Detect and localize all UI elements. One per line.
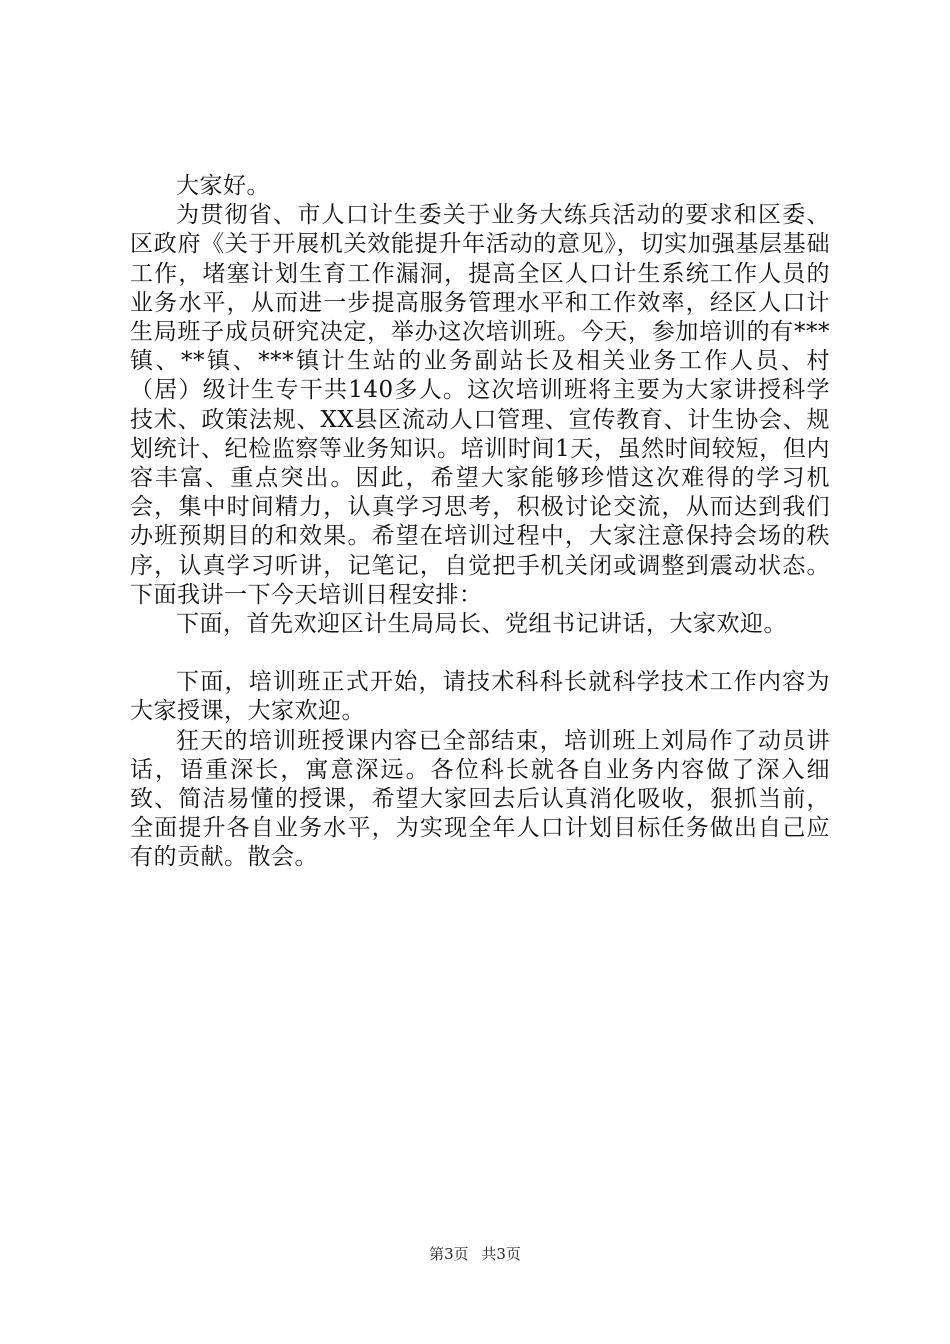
page-total: 共3页 <box>481 1245 521 1263</box>
page-footer <box>0 1244 950 1264</box>
paragraph-introduction: 为贯彻省、市人口计生委关于业务大练兵活动的要求和区委、区政府《关于开展机关效能提升年活动的意见》，切实加强基层基础工作，堵塞计划生育工作漏洞，提高全区人口计生系统工作人员的业务水平，从而进一步提高服务管理水平和工作效率，经区人口计生局班子成员研究决定，举办这次培训班。今天，参加培训的有***镇、**镇、***镇计生站的业务副站长及相关业务工作人员、村（居）级计生专干共140多人。这次培训班将主要为大家讲授科学技术、政策法规、XX县区流动人口管理、宣传教育、计生协会、规划统计、纪检监察等业务知识。培训时间1天，虽然时间较短，但内容丰富、重点突出。因此，希望大家能够珍惜这次难得的学习机会，集中时间精力，认真学习思考，积极讨论交流，从而达到我们办班预期目的和效果。希望在培训过程中，大家注意保持会场的秩序，认真学习听讲，记笔记，自觉把手机关闭或调整到震动状态。下面我讲一下今天培训日程安排： <box>130 202 830 608</box>
paragraph-training-start: 下面，培训班正式开始，请技术科科长就科学技术工作内容为大家授课，大家欢迎。 <box>130 669 830 725</box>
document-body <box>130 172 830 873</box>
paragraph-greeting: 大家好。 <box>176 173 270 199</box>
page-number: 第3页 <box>429 1245 469 1263</box>
paragraph-closing: 狂天的培训班授课内容已全部结束，培训班上刘局作了动员讲话，语重深长，寓意深远。各位科长就各自业务内容做了深入细致、简洁易懂的授课，希望大家回去后认真消化吸收，狠抓当前，全面提升各自业务水平，为实现全年人口计划目标任务做出自己应有的贡献。散会。 <box>130 727 830 871</box>
paragraph-director-speech: 下面，首先欢迎区计生局局长、党组书记讲话，大家欢迎。 <box>176 611 787 638</box>
